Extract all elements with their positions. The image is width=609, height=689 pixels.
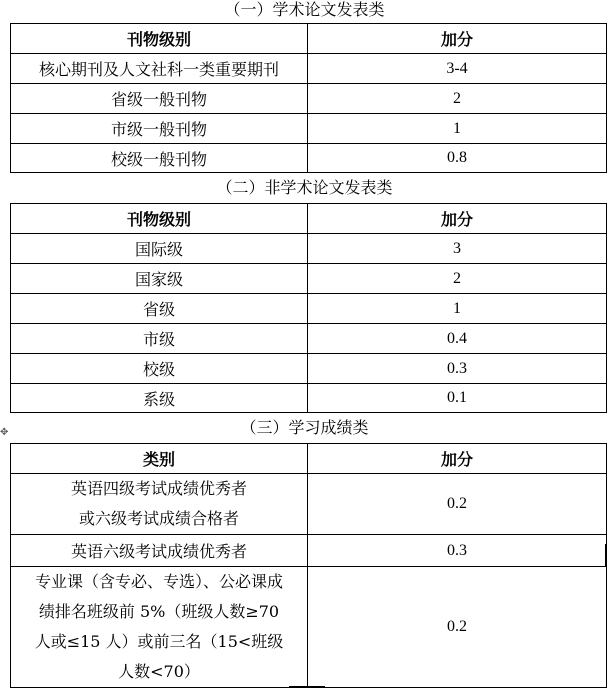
row-label: 英语六级考试成绩优秀者 (11, 535, 308, 567)
row-label-line: 或六级考试成绩合格者 (78, 509, 239, 528)
row-label-line: 英语四级考试成绩优秀者 (70, 479, 247, 498)
row-points: 0.3 (308, 354, 607, 384)
table-row (11, 54, 607, 84)
academic-papers-table (10, 23, 607, 173)
table-row (11, 294, 607, 324)
row-label: 市级 (11, 324, 308, 354)
row-points: 1 (308, 294, 607, 324)
table-row (11, 324, 607, 354)
table-row (11, 114, 607, 144)
academic-grades-table (10, 443, 607, 688)
table-header-row (11, 204, 607, 234)
row-points: 0.1 (308, 384, 607, 413)
table-row (11, 535, 607, 567)
row-points: 0.2 (308, 474, 607, 535)
row-label-line: 人数<70） (118, 662, 200, 681)
row-points: 1 (308, 114, 607, 144)
row-label (11, 474, 308, 535)
edit-marker (605, 544, 606, 566)
row-label: 系级 (11, 384, 308, 413)
row-points: 2 (308, 264, 607, 294)
header-category: 类别 (11, 444, 308, 474)
non-academic-papers-table (10, 203, 607, 413)
row-points: 0.4 (308, 324, 607, 354)
table-row (11, 474, 607, 535)
row-label-line: 人或≤15 人）或前三名（15<班级 (34, 632, 284, 651)
row-label: 核心期刊及人文社科一类重要期刊 (11, 54, 308, 84)
row-label: 国际级 (11, 234, 308, 264)
row-label-line: 专业课（含专必、专选）、公必课成 (34, 572, 283, 591)
row-label (11, 567, 308, 688)
table-row (11, 567, 607, 688)
header-points: 加分 (308, 24, 607, 54)
table-row (11, 84, 607, 114)
table-row (11, 264, 607, 294)
header-journal-level: 刊物级别 (11, 24, 308, 54)
row-label: 校级一般刊物 (11, 144, 308, 173)
table-row (11, 234, 607, 264)
row-points: 3 (308, 234, 607, 264)
table-header-row (11, 444, 607, 474)
header-points: 加分 (308, 204, 607, 234)
row-label: 国家级 (11, 264, 308, 294)
row-label: 省级 (11, 294, 308, 324)
row-points: 3-4 (308, 54, 607, 84)
header-points: 加分 (308, 444, 607, 474)
row-label: 校级 (11, 354, 308, 384)
row-label: 省级一般刊物 (11, 84, 308, 114)
row-points: 0.8 (308, 144, 607, 173)
table-header-row (11, 24, 607, 54)
row-points: 2 (308, 84, 607, 114)
header-journal-level: 刊物级别 (11, 204, 308, 234)
row-points: 0.2 (308, 567, 607, 688)
table-row (11, 354, 607, 384)
table-row (11, 384, 607, 413)
row-label: 市级一般刊物 (11, 114, 308, 144)
section-1-caption: （一）学术论文发表类 (224, 0, 385, 19)
section-2-caption: （二）非学术论文发表类 (216, 178, 393, 197)
table-move-handle-icon[interactable]: ✥ (0, 427, 9, 438)
page-mark (289, 686, 325, 688)
table-row (11, 144, 607, 173)
section-3-caption: （三）学习成绩类 (240, 418, 369, 437)
row-points: 0.3 (308, 535, 607, 567)
row-label-line: 绩排名班级前 5%（班级人数≥70 (38, 602, 280, 621)
